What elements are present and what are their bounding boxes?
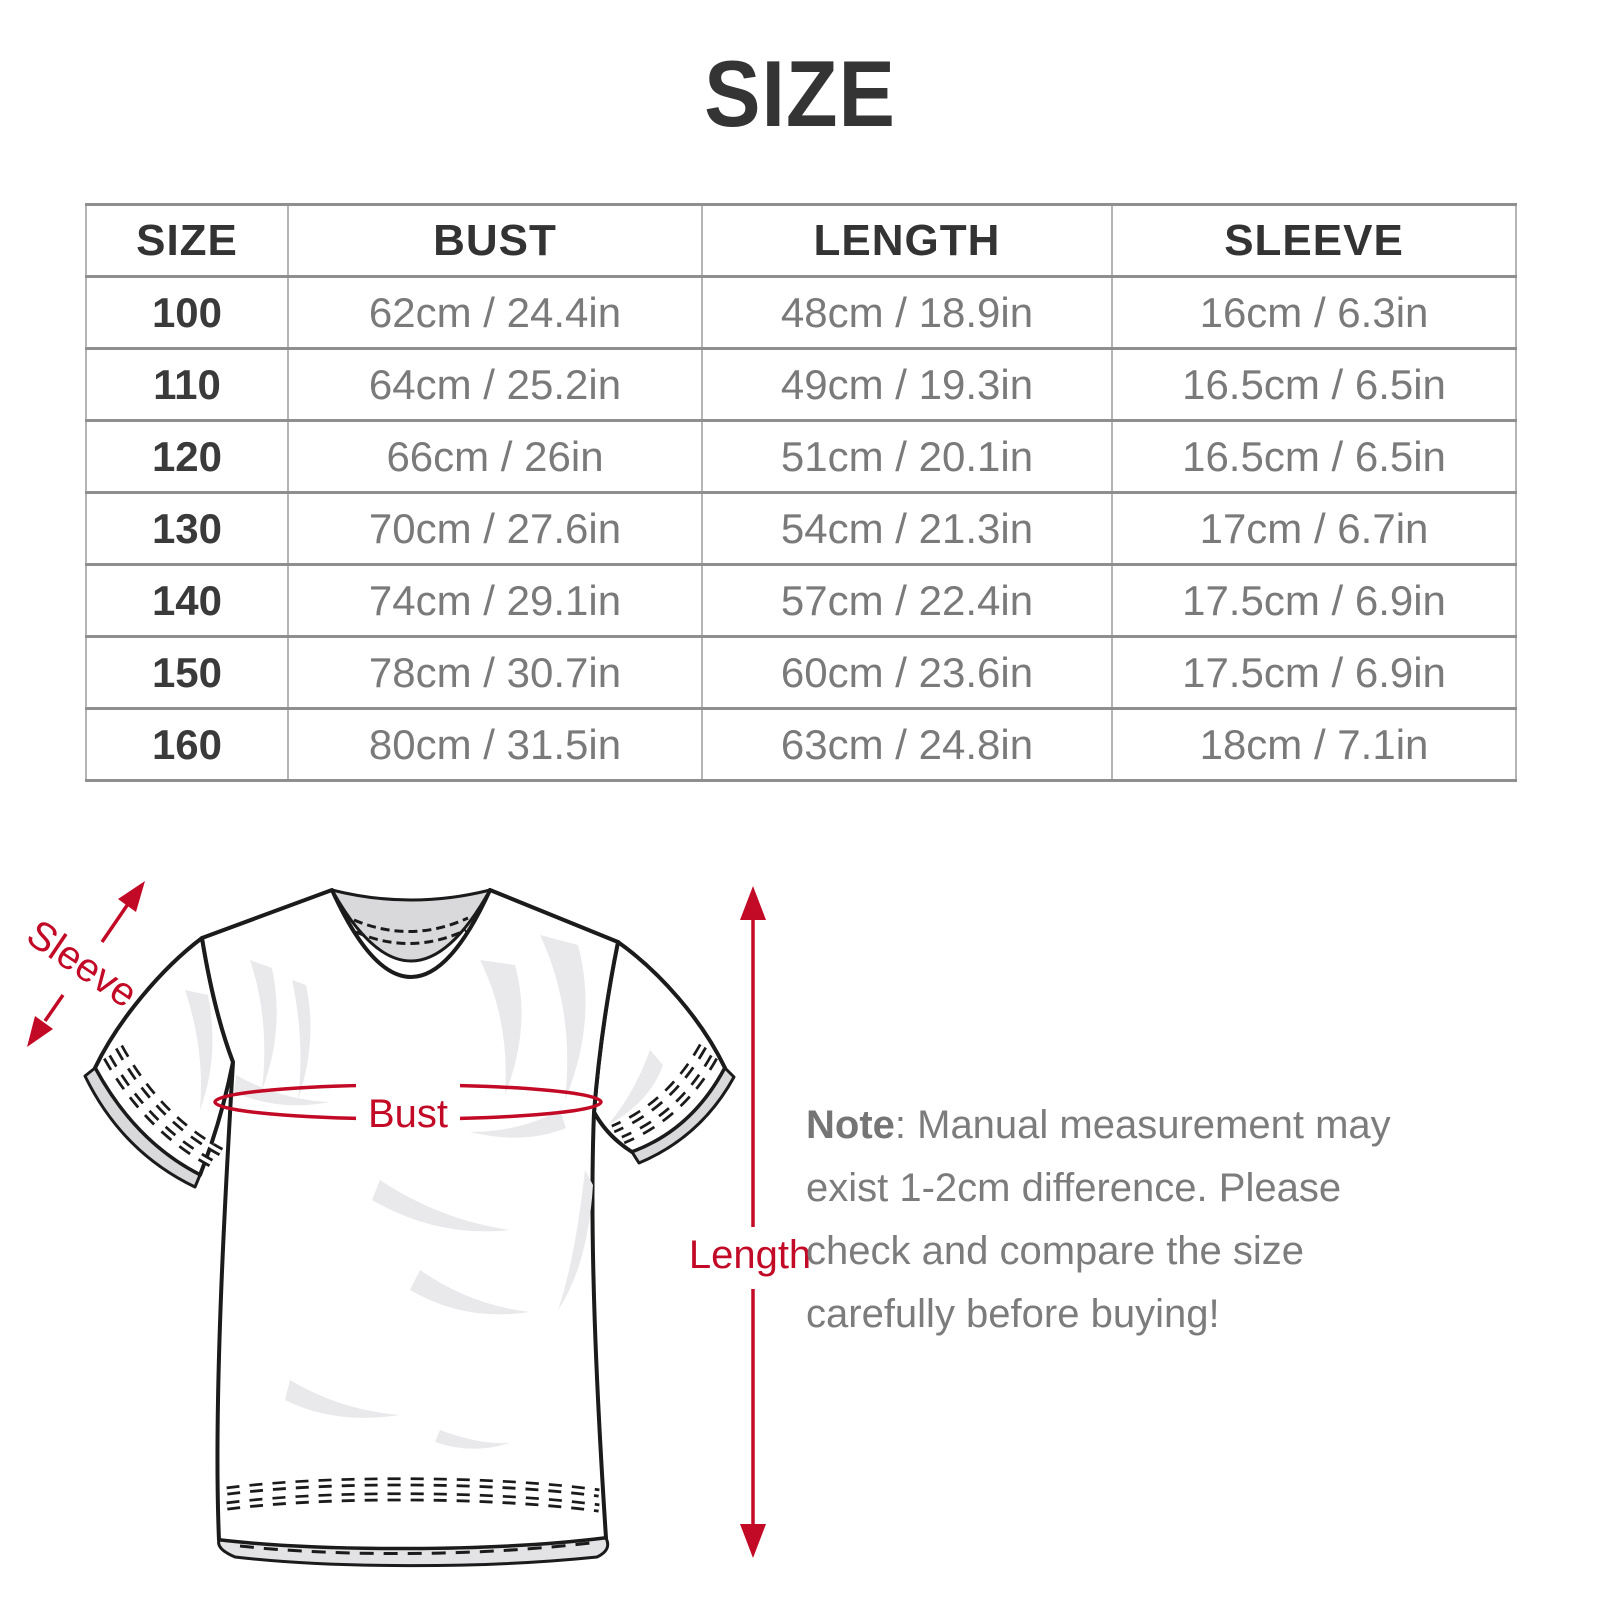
bust-cell: 78cm / 30.7in (288, 637, 702, 709)
length-cell: 60cm / 23.6in (702, 637, 1112, 709)
length-cell: 51cm / 20.1in (702, 421, 1112, 493)
table-row (86, 565, 1516, 637)
size-cell: 140 (86, 565, 288, 637)
table-row (86, 709, 1516, 781)
col-header-size: SIZE (86, 205, 288, 277)
table-row (86, 277, 1516, 349)
table-row (86, 421, 1516, 493)
table-row (86, 349, 1516, 421)
arrow-up-icon (740, 886, 766, 920)
note-line: exist 1-2cm difference. Please (806, 1166, 1342, 1210)
size-cell: 100 (86, 277, 288, 349)
page-title: SIZE (704, 41, 896, 146)
bust-cell: 80cm / 31.5in (288, 709, 702, 781)
bust-cell: 62cm / 24.4in (288, 277, 702, 349)
length-label: Length (688, 1233, 812, 1277)
arrow-down-icon (27, 1016, 53, 1047)
length-cell: 49cm / 19.3in (702, 349, 1112, 421)
sleeve-cell: 18cm / 7.1in (1112, 709, 1516, 781)
bust-label: Bust (367, 1092, 449, 1136)
size-cell: 150 (86, 637, 288, 709)
sleeve-cell: 17.5cm / 6.9in (1112, 637, 1516, 709)
bust-cell: 70cm / 27.6in (288, 493, 702, 565)
bust-cell: 66cm / 26in (288, 421, 702, 493)
table-row (86, 637, 1516, 709)
size-table (85, 203, 1517, 782)
sleeve-cell: 16.5cm / 6.5in (1112, 349, 1516, 421)
size-cell: 130 (86, 493, 288, 565)
length-cell: 63cm / 24.8in (702, 709, 1112, 781)
col-header-length: LENGTH (702, 205, 1112, 277)
note-text (806, 1094, 1506, 1346)
length-measure-arrow (689, 886, 811, 1558)
size-cell: 120 (86, 421, 288, 493)
col-header-sleeve: SLEEVE (1112, 205, 1516, 277)
arrow-up-icon (118, 881, 145, 912)
length-cell: 57cm / 22.4in (702, 565, 1112, 637)
note-line: Note: Manual measurement may (806, 1103, 1391, 1147)
table-row (86, 493, 1516, 565)
length-cell: 54cm / 21.3in (702, 493, 1112, 565)
note-bold-label: Note (806, 1103, 895, 1147)
bust-cell: 74cm / 29.1in (288, 565, 702, 637)
note-line: carefully before buying! (806, 1292, 1220, 1336)
col-header-bust: BUST (288, 205, 702, 277)
size-cell: 160 (86, 709, 288, 781)
sleeve-cell: 17.5cm / 6.9in (1112, 565, 1516, 637)
length-cell: 48cm / 18.9in (702, 277, 1112, 349)
tshirt-measurement-diagram (0, 840, 820, 1600)
sleeve-cell: 17cm / 6.7in (1112, 493, 1516, 565)
arrow-down-icon (740, 1524, 766, 1558)
sleeve-label: Sleeve (18, 911, 146, 1017)
table-header-row (86, 205, 1516, 277)
note-line: check and compare the size (806, 1229, 1305, 1273)
sleeve-cell: 16.5cm / 6.5in (1112, 421, 1516, 493)
sleeve-cell: 16cm / 6.3in (1112, 277, 1516, 349)
bust-cell: 64cm / 25.2in (288, 349, 702, 421)
size-cell: 110 (86, 349, 288, 421)
